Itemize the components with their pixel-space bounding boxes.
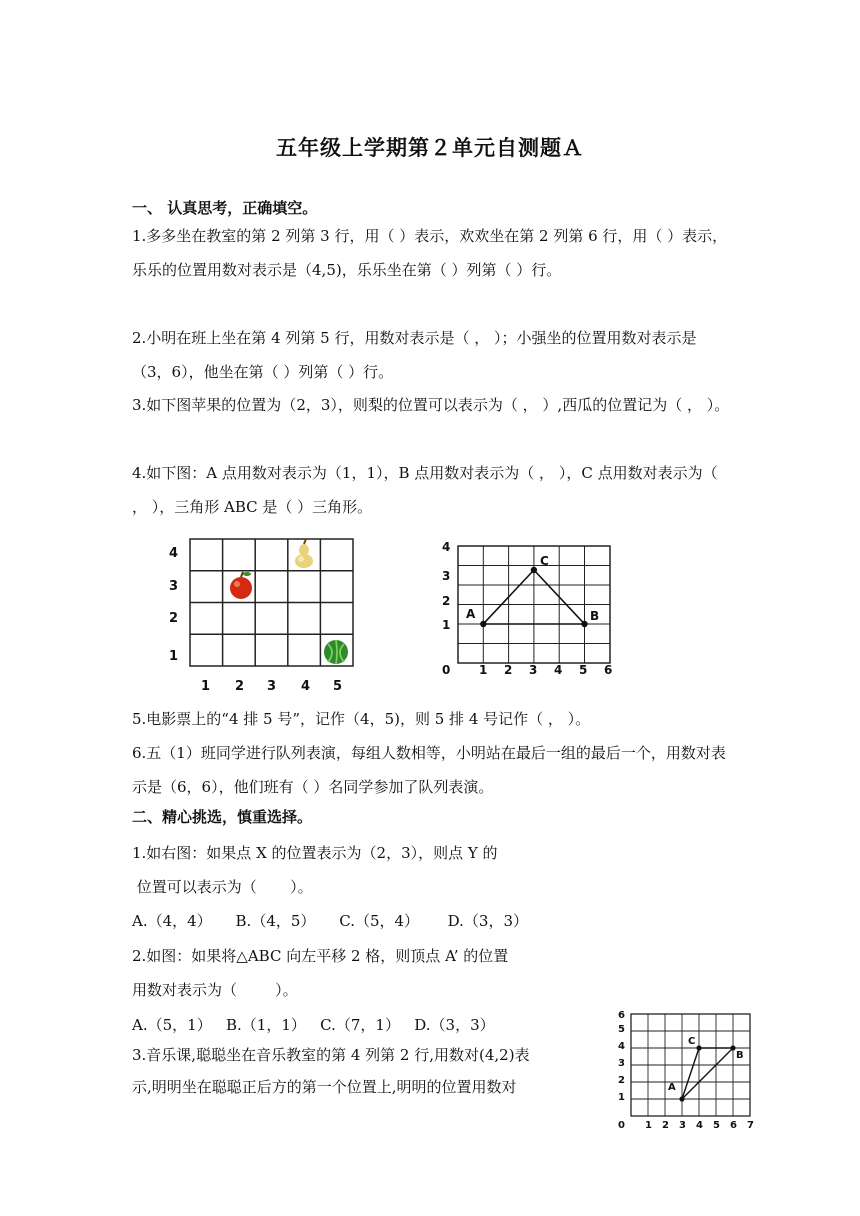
small-point-c <box>696 1045 701 1050</box>
small-point-a <box>679 1096 684 1101</box>
apple-icon <box>230 572 252 599</box>
fig1-x-label: 3 <box>267 679 277 694</box>
question-8-line-2: 用数对表示为（ ）。 <box>132 981 298 999</box>
pear-icon <box>295 539 313 568</box>
fig1-y-label: 1 <box>169 649 179 664</box>
fig3-y-label: 3 <box>618 1058 625 1069</box>
fig2-y-label: 4 <box>442 540 451 554</box>
point-b <box>581 621 587 627</box>
fig3-x-label: 5 <box>713 1120 720 1131</box>
triangle-abc-small <box>682 1048 733 1099</box>
fig2-x-label: 2 <box>504 663 513 677</box>
fig3-y-label: 5 <box>618 1024 625 1035</box>
translation-grid-lines <box>631 1014 750 1116</box>
page-title: 五年级上学期第２单元自测题Ａ <box>276 136 584 160</box>
fig1-y-label: 4 <box>169 546 179 561</box>
section-2-title: 二、精心挑选，慎重选择。 <box>132 808 313 826</box>
question-6: 6.五（1）班同学进行队列表演，每组人数相等，小明站在最后一组的最后一个，用数对表示是（6，6），他们班有（ ）名同学参加了队列表演。 <box>132 744 726 796</box>
point-c <box>531 567 537 573</box>
question-5: 5.电影票上的“4 排 5 号”，记作（4，5)，则 5 排 4 号记作（ ， ）。 <box>132 710 591 728</box>
question-9-line-2: 示,明明坐在聪聪正后方的第一个位置上,明明的位置用数对 <box>132 1078 517 1096</box>
point-b-label: B <box>590 609 600 623</box>
small-point-a-label: A <box>668 1082 676 1093</box>
watermelon-icon <box>324 640 348 664</box>
question-7-options: A.（4，4） B.（4，5） C.（5，4） D.（3，3） <box>132 912 528 930</box>
fig3-x-label: 4 <box>696 1120 703 1131</box>
fig1-x-label: 2 <box>235 679 245 694</box>
fig3-x-label: 3 <box>679 1120 686 1131</box>
fig2-x-label: 6 <box>604 663 613 677</box>
question-9-line-1: 3.音乐课,聪聪坐在音乐教室的第 4 列第 2 行,用数对(4,2)表 <box>132 1046 530 1064</box>
small-point-b-label: B <box>736 1050 744 1061</box>
fig1-x-label: 5 <box>333 679 343 694</box>
fig2-x-label: 4 <box>554 663 563 677</box>
fig3-x-label: 1 <box>645 1120 652 1131</box>
fig3-y-label: 6 <box>618 1010 625 1021</box>
question-8-line-1: 2.如图：如果将△ABC 向左平移 2 格，则顶点 A’ 的位置 <box>132 947 509 965</box>
question-7-line-1: 1.如右图：如果点 X 的位置表示为（2，3），则点 Y 的 <box>132 844 498 862</box>
question-7-line-2: 位置可以表示为（ ）。 <box>132 878 313 896</box>
fig2-y-label: 1 <box>442 618 451 632</box>
small-point-c-label: C <box>688 1036 696 1047</box>
fig1-y-label: 2 <box>169 611 179 626</box>
fig3-y-label: 4 <box>618 1041 625 1052</box>
question-3: 3.如下图苹果的位置为（2，3），则梨的位置可以表示为（ ， ）,西瓜的位置记为（ ， ）。 <box>132 396 730 414</box>
point-a <box>480 621 486 627</box>
fig3-y-label: 1 <box>618 1092 625 1103</box>
section-1-title: 一、 认真思考，正确填空。 <box>132 199 318 217</box>
fig3-y-label: 2 <box>618 1075 625 1086</box>
question-2: 2.小明在班上坐在第 4 列第 5 行，用数对表示是（ ， ）；小强坐的位置用数对表示是（3，6），他坐在第（ ）列第（ ）行。 <box>132 329 697 381</box>
fig3-x-label: 7 <box>747 1120 754 1131</box>
point-a-label: A <box>466 607 476 621</box>
fig2-y-label: 3 <box>442 569 451 583</box>
fig2-x-label: 0 <box>442 663 451 677</box>
fig3-x-label: 0 <box>618 1120 625 1131</box>
question-8-options: A.（5，1） B.（1，1） C.（7，1） D.（3，3） <box>132 1016 495 1034</box>
fig1-x-label: 1 <box>201 679 211 694</box>
fig1-y-label: 3 <box>169 579 179 594</box>
fig2-x-label: 1 <box>479 663 488 677</box>
point-c-label: C <box>540 554 549 568</box>
triangle-grid-lines <box>458 546 610 663</box>
fig2-x-label: 3 <box>529 663 538 677</box>
triangle-grid-figure <box>432 536 622 678</box>
fig2-y-label: 2 <box>442 594 451 608</box>
fruit-grid-figure <box>160 534 360 694</box>
question-1: 1.多多坐在教室的第 2 列第 3 行，用（ ）表示，欢欢坐在第 2 列第 6 行，用（ ）表示，乐乐的位置用数对表示是（4,5)，乐乐坐在第（ ）列第（ ）行。 <box>132 227 728 279</box>
fig1-x-label: 4 <box>301 679 311 694</box>
fig3-x-label: 6 <box>730 1120 737 1131</box>
question-4: 4.如下图：A 点用数对表示为（1，1），B 点用数对表示为（ ， ），C 点用数对表示为（ ， ），三角形 ABC 是（ ）三角形。 <box>132 464 718 516</box>
fig2-x-label: 5 <box>579 663 588 677</box>
fig3-x-label: 2 <box>662 1120 669 1131</box>
translation-grid-figure <box>612 1004 758 1132</box>
small-point-b <box>730 1045 735 1050</box>
